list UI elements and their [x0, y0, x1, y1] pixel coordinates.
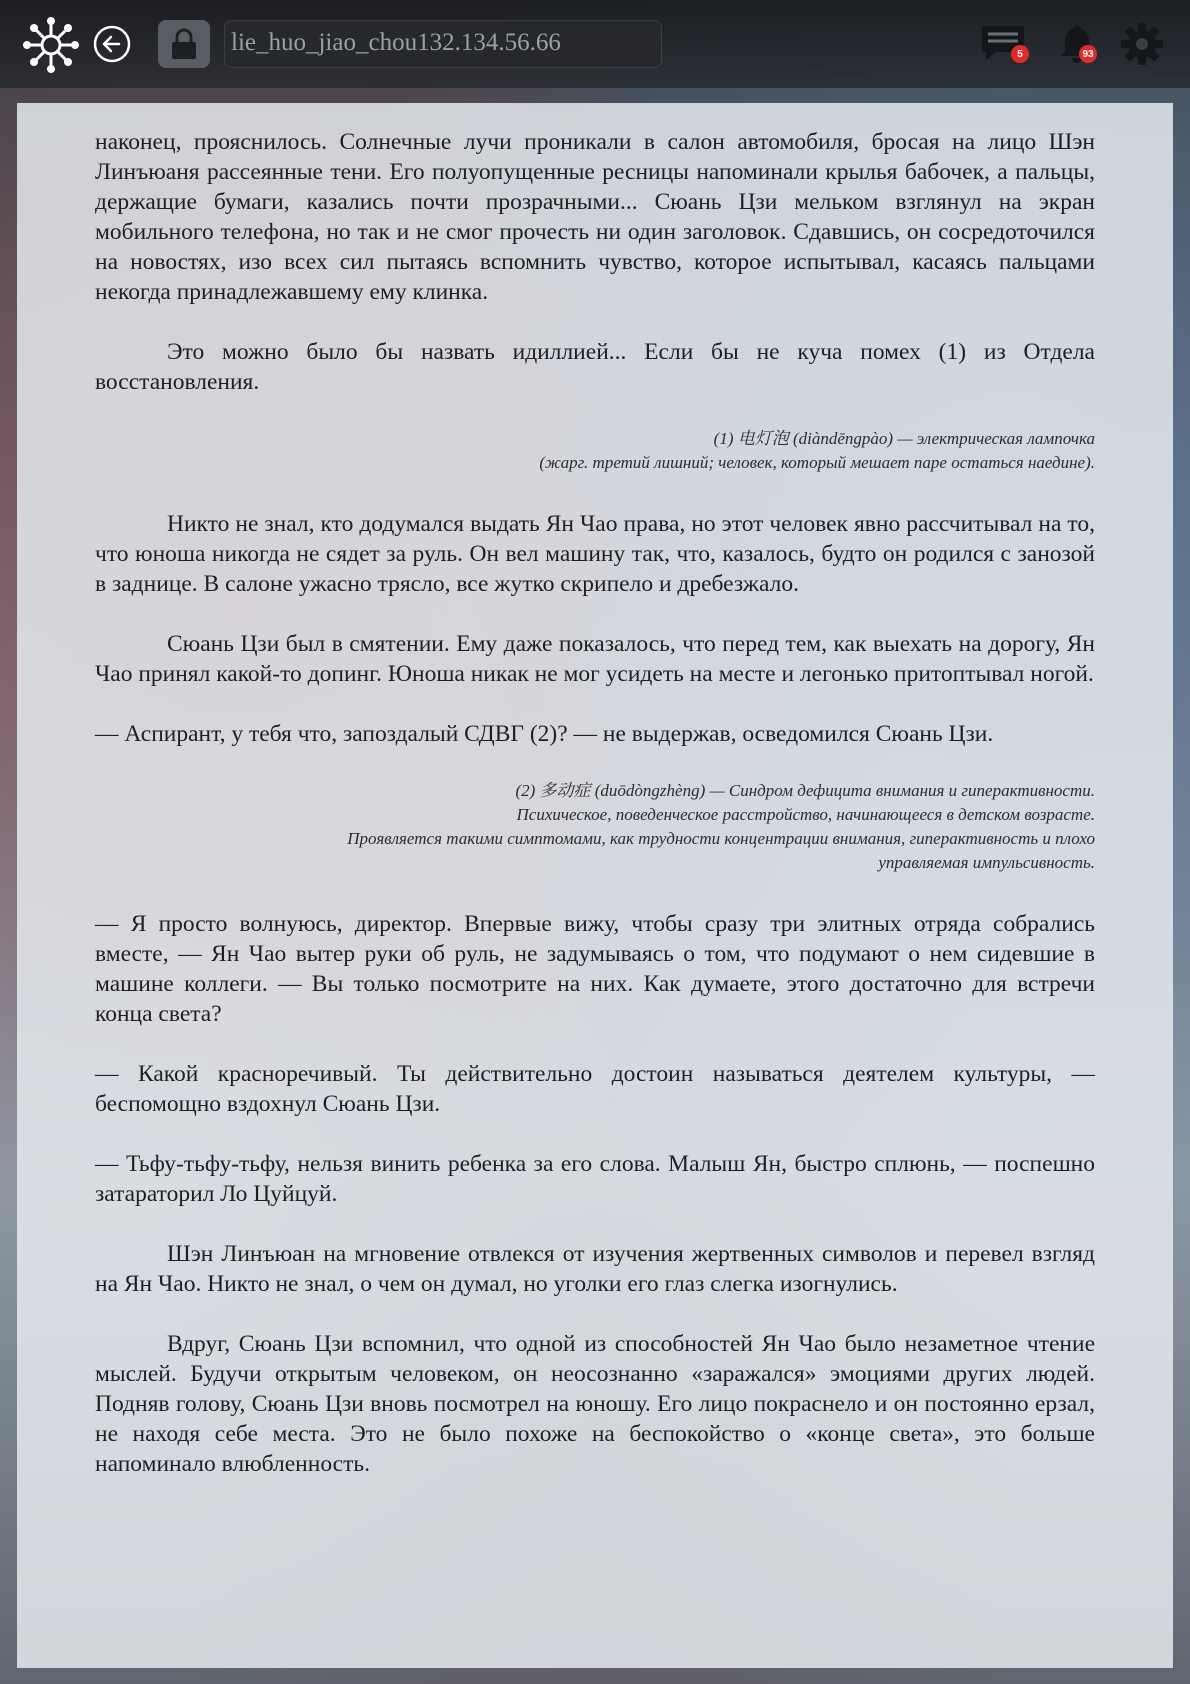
back-arrow-icon[interactable]	[92, 24, 132, 64]
gear-icon[interactable]	[1118, 20, 1166, 68]
paragraph-1: наконец, прояснилось. Солнечные лучи проникали в салон автомобиля, бросая на лицо Шэн Линъюаня рассеянные тени. Его полуопущенные ресницы напоминали крылья бабочек, а пальцы, держащие бумаги, казались почти прозрачными... Сюань Цзи мельком взглянул на экран мобильного телефона, но так и не смог прочесть ни один заголовок. Сдавшись, он сосредоточился на новостях, изо всех сил пытаясь вспомнить чувство, которое испытывал, касаясь пальцами некогда принадлежавшему ему клинка.	[95, 129, 1095, 305]
network-hub-icon[interactable]	[22, 16, 80, 74]
footnote-2-line-2: Психическое, поведенческое расстройство, начинающееся в детском возрасте.	[516, 805, 1095, 824]
paragraph-6: — Я просто волнуюсь, директор. Впервые вижу, чтобы сразу три элитных отряда собрались вместе, — Ян Чао вытер руки об руль, не задумываясь о том, что подумают о нем сидевшие в машине коллеги. — Вы только посмотрите на них. Как думаете, этого достаточно для встречи конца света?	[95, 911, 1095, 1027]
paragraph-8: — Тьфу-тьфу-тьфу, нельзя винить ребенка за его слова. Малыш Ян, быстро сплюнь, — поспешно затараторил Ло Цуйцуй.	[95, 1151, 1095, 1207]
reader-page	[17, 103, 1173, 1668]
footnote-1-line-2: (жарг. третий лишний; человек, который мешает паре остаться наедине).	[539, 453, 1095, 472]
paragraph-10: Вдруг, Сюань Цзи вспомнил, что одной из способностей Ян Чао было незаметное чтение мыслей. Будучи открытым человеком, он неосознанно «заражался» эмоциями других людей. Подняв голову, Сюань Цзи вновь посмотрел на юношу. Его лицо покраснело и он постоянно ерзал, не находя себе места. Это не было похоже на беспокойство о «конце света», это больше напоминало влюбленность.	[95, 1331, 1095, 1477]
footnote-2-line-1: (2) 多动症 (duōdòngzhèng) — Синдром дефицита внимания и гиперактивности.	[515, 781, 1095, 800]
footnote-2	[95, 779, 1095, 875]
footnote-1	[95, 427, 1095, 475]
paragraph-7: — Какой красноречивый. Ты действительно достоин называться деятелем культуры, — беспомощно вздохнул Сюань Цзи.	[95, 1061, 1095, 1117]
paragraph-5: — Аспирант, у тебя что, запоздалый СДВГ (2)? — не выдержав, осведомился Сюань Цзи.	[95, 721, 994, 747]
top-toolbar	[0, 0, 1190, 88]
paragraph-9: Шэн Линъюан на мгновение отвлекся от изучения жертвенных символов и перевел взгляд на Ян Чао. Никто не знал, о чем он думал, но уголки его глаз слегка изогнулись.	[95, 1241, 1095, 1297]
lock-icon[interactable]	[158, 20, 210, 68]
footnote-2-line-3: Проявляется такими симптомами, как трудности концентрации внимания, гиперактивность и плохо	[347, 829, 1095, 848]
messages-badge: 5	[1011, 45, 1029, 63]
paragraph-4: Сюань Цзи был в смятении. Ему даже показалось, что перед тем, как выехать на дорогу, Ян Чао принял какой-то допинг. Юноша никак не мог усидеть на месте и легонько притоптывал ногой.	[95, 631, 1095, 687]
paragraph-3: Никто не знал, кто додумался выдать Ян Чао права, но этот человек явно рассчитывал на то, что юноша никогда не сядет за руль. Он вел машину так, что, казалось, будто он родился с занозой в заднице. В салоне ужасно трясло, все жутко скрипело и дребезжало.	[95, 511, 1095, 597]
footnote-1-line-1: (1) 电灯泡 (diàndēngpào) — электрическая лампочка	[713, 429, 1095, 448]
notifications-badge: 93	[1079, 45, 1097, 63]
footnote-2-line-4: управляемая импульсивность.	[878, 853, 1095, 872]
paragraph-2: Это можно было бы назвать идиллией... Если бы не куча помех (1) из Отдела восстановления.	[95, 339, 1095, 395]
address-bar[interactable]: lie_huo_jiao_chou132.134.56.66	[224, 20, 662, 68]
